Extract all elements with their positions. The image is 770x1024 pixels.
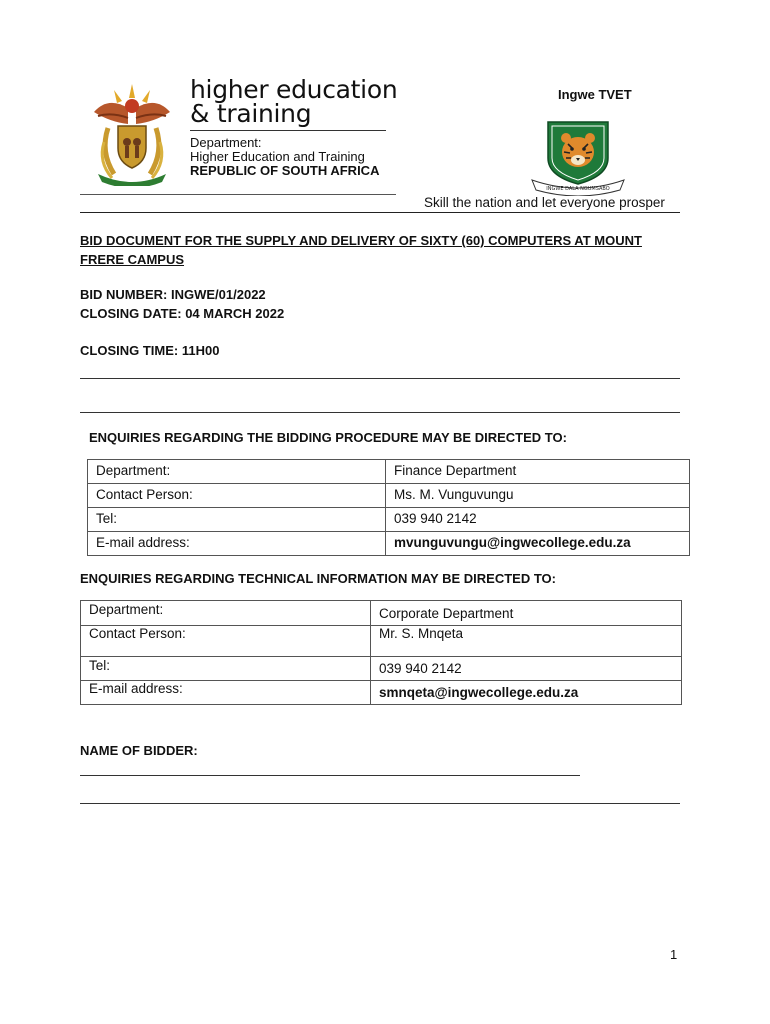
tiger-crest-icon bbox=[528, 118, 628, 196]
table-row bbox=[88, 460, 690, 484]
dhet-divider bbox=[190, 130, 386, 131]
email-link[interactable]: smnqeta@ingwecollege.edu.za bbox=[371, 681, 682, 705]
row-value: 039 940 2142 bbox=[371, 657, 682, 681]
separator-line bbox=[80, 803, 680, 804]
technical-enquiries-table bbox=[80, 600, 682, 705]
row-value: Finance Department bbox=[386, 460, 690, 484]
table-row bbox=[88, 532, 690, 556]
separator-line bbox=[80, 378, 680, 379]
header-divider bbox=[80, 212, 680, 213]
row-value: Mr. S. Mnqeta bbox=[371, 626, 682, 657]
logo-underline bbox=[80, 194, 396, 195]
bidding-enquiries-table bbox=[87, 459, 690, 556]
table-row bbox=[81, 626, 682, 657]
table-row bbox=[88, 508, 690, 532]
college-name: Ingwe TVET bbox=[558, 87, 632, 102]
row-label: E-mail address: bbox=[88, 532, 386, 556]
page-number: 1 bbox=[670, 947, 678, 962]
closing-date: CLOSING DATE: 04 MARCH 2022 bbox=[80, 306, 285, 321]
dhet-logo bbox=[80, 74, 400, 199]
closing-time: CLOSING TIME: 11H00 bbox=[80, 343, 220, 358]
crest-ribbon-text: INGWE DALA NGUMSABO bbox=[546, 186, 610, 192]
bidder-name-field[interactable] bbox=[80, 775, 580, 776]
technical-enquiries-heading: ENQUIRIES REGARDING TECHNICAL INFORMATION MAY BE DIRECTED TO: bbox=[80, 571, 556, 586]
row-label: Department: bbox=[81, 601, 371, 626]
row-label: E-mail address: bbox=[81, 681, 371, 705]
table-row bbox=[81, 601, 682, 626]
dhet-wordmark bbox=[190, 75, 398, 128]
dhet-title-line1: higher education bbox=[190, 75, 398, 104]
table-row bbox=[81, 657, 682, 681]
college-motto: Skill the nation and let everyone prosper bbox=[424, 195, 665, 210]
row-value: 039 940 2142 bbox=[386, 508, 690, 532]
row-value: Corporate Department bbox=[371, 601, 682, 626]
bidder-name-label: NAME OF BIDDER: bbox=[80, 743, 198, 758]
bidding-enquiries-heading: ENQUIRIES REGARDING THE BIDDING PROCEDURE MAY BE DIRECTED TO: bbox=[89, 430, 567, 445]
dhet-dept-label: Department: bbox=[190, 135, 262, 150]
dhet-department-block bbox=[190, 136, 379, 178]
dhet-title-line2: & training bbox=[190, 99, 312, 128]
document-title: BID DOCUMENT FOR THE SUPPLY AND DELIVERY OF SIXTY (60) COMPUTERS AT MOUNT FRERE CAMPUS bbox=[80, 233, 642, 267]
table-row bbox=[81, 681, 682, 705]
dhet-country: REPUBLIC OF SOUTH AFRICA bbox=[190, 163, 380, 178]
separator-line bbox=[80, 412, 680, 413]
row-label: Contact Person: bbox=[81, 626, 371, 657]
row-label: Contact Person: bbox=[88, 484, 386, 508]
row-value: Ms. M. Vunguvungu bbox=[386, 484, 690, 508]
coat-of-arms-icon bbox=[88, 82, 176, 186]
email-link[interactable]: mvunguvungu@ingwecollege.edu.za bbox=[386, 532, 690, 556]
row-label: Tel: bbox=[88, 508, 386, 532]
bid-number: BID NUMBER: INGWE/01/2022 bbox=[80, 287, 266, 302]
row-label: Tel: bbox=[81, 657, 371, 681]
dhet-dept-name: Higher Education and Training bbox=[190, 149, 365, 164]
table-row bbox=[88, 484, 690, 508]
row-label: Department: bbox=[88, 460, 386, 484]
